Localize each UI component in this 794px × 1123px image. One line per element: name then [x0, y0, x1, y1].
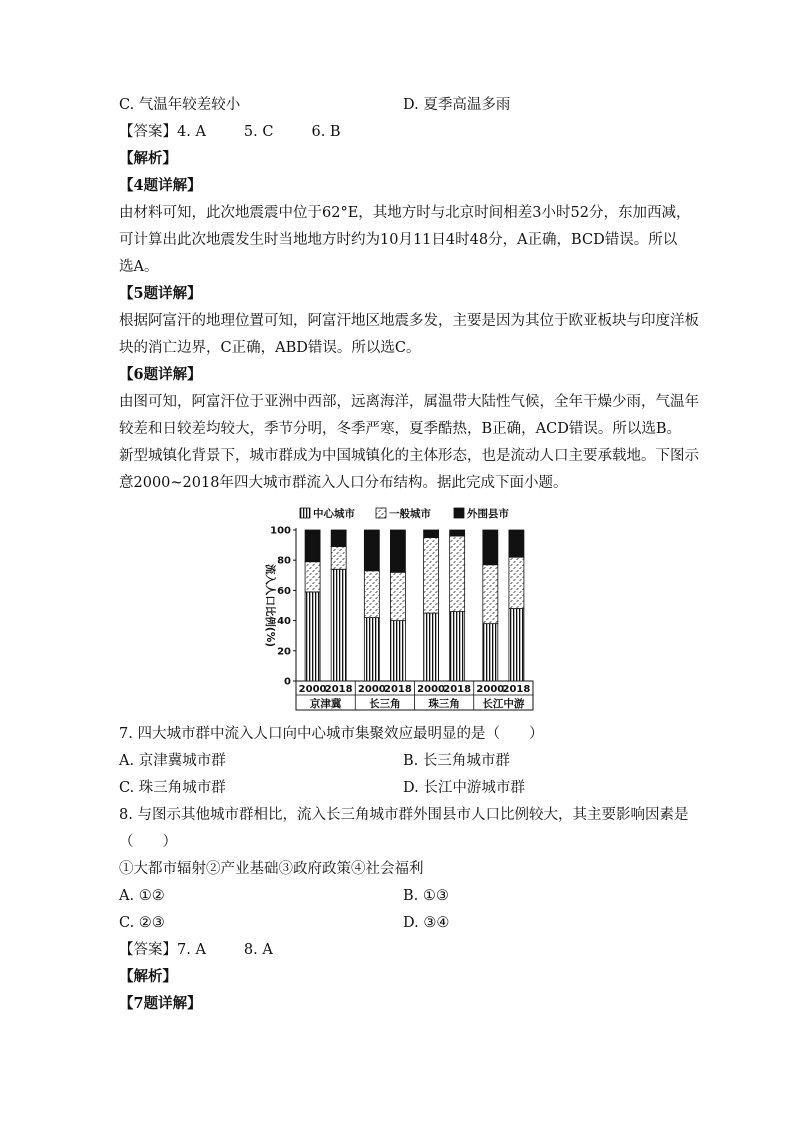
population-chart: [258, 504, 538, 714]
bar-segment-general: [424, 538, 439, 614]
chart-svg: [258, 504, 538, 714]
bar-segment-outer: [305, 530, 320, 562]
bar-segment-center: [390, 621, 405, 681]
y-tick-label: 60: [277, 585, 291, 597]
bar-segment-general: [331, 547, 346, 570]
bar-segment-center: [509, 609, 524, 681]
bar-segment-general: [450, 536, 465, 612]
category-label: 2018: [383, 684, 412, 695]
legend-label: 中心城市: [313, 508, 355, 520]
group-label: 长江中游: [482, 698, 525, 710]
category-label: 2000: [417, 684, 446, 695]
category-label: 2000: [476, 684, 505, 695]
legend-swatch: [454, 508, 464, 518]
bar-segment-center: [450, 612, 465, 681]
bar-segment-general: [364, 571, 379, 618]
bar-segment-general: [509, 557, 524, 608]
q5-text-1: 根据阿富汗的地理位置可知，阿富汗地区地震多发，主要是因为其位于欧亚板块与印度洋板: [119, 313, 699, 329]
y-axis-label: 流入人口比例(%): [264, 563, 276, 648]
legend-swatch: [376, 508, 386, 518]
intro-text-2: 意2000~2018年四大城市群流入人口分布结构。据此完成下面小题。: [119, 475, 568, 491]
group-label: 京津冀: [309, 698, 342, 710]
intro-text-1: 新型城镇化背景下，城市群成为中国城镇化的主体形态，也是流动人口主要承载地。下图示: [119, 448, 699, 464]
category-label: 2018: [324, 684, 353, 695]
category-label: 2018: [502, 684, 531, 695]
q7-option-d: D. 长江中游城市群: [403, 780, 525, 796]
category-label: 2000: [357, 684, 386, 695]
answer-label: 【答案】: [119, 124, 177, 140]
answer-line-1: [119, 122, 341, 142]
q6-heading: 【6题详解】: [119, 366, 202, 383]
bar-segment-outer: [509, 530, 524, 557]
q7-option-a: A. 京津冀城市群: [119, 753, 226, 769]
q3-option-c: C. 气温年较差较小: [119, 97, 241, 113]
answer-label: 【答案】: [119, 942, 177, 958]
bar-segment-outer: [331, 530, 346, 547]
q4-text-3: 选A。: [119, 259, 159, 275]
bar-segment-center: [424, 613, 439, 681]
bar-segment-general: [390, 572, 405, 620]
analysis-heading-2: 【解析】: [119, 968, 177, 985]
q6-text-2: 较差和日较差均较大，季节分明，冬季严寒，夏季酷热，B正确，ACD错误。所以选B。: [119, 421, 681, 437]
y-tick-label: 0: [284, 676, 291, 688]
q4-text-1: 由材料可知，此次地震震中位于62°E，其地方时与北京时间相差3小时52分，东加西减，: [119, 205, 691, 221]
chart-legend: [300, 507, 509, 520]
bar-segment-center: [331, 569, 346, 681]
answer-7: 7. A: [177, 942, 206, 958]
bar-segment-center: [305, 592, 320, 681]
q7-stem: 7. 四大城市群中流入人口向中心城市集聚效应最明显的是（ ）: [119, 726, 544, 742]
q7-option-b: B. 长三角城市群: [403, 753, 510, 769]
bar-segment-center: [364, 618, 379, 681]
y-tick-label: 40: [277, 616, 291, 628]
q8-option-c: C. ②③: [119, 915, 165, 931]
q8-option-b: B. ①③: [403, 888, 449, 904]
q7-heading: 【7题详解】: [119, 995, 202, 1012]
q7-option-c: C. 珠三角城市群: [119, 780, 226, 796]
q8-items: ①大都市辐射②产业基础③政府政策④社会福利: [119, 861, 424, 877]
bar-segment-outer: [424, 530, 439, 538]
legend-label: 外围县市: [467, 508, 509, 520]
bar-segment-general: [305, 562, 320, 592]
category-label: 2000: [298, 684, 327, 695]
q8-option-a: A. ①②: [119, 888, 165, 904]
answer-6: 6. B: [311, 124, 341, 140]
q6-text-1: 由图可知，阿富汗位于亚洲中西部，远离海洋，属温带大陆性气候，全年干燥少雨，气温年: [119, 394, 699, 410]
bar-segment-outer: [390, 530, 405, 572]
q3-option-d: D. 夏季高温多雨: [403, 97, 511, 113]
y-tick-label: 100: [270, 525, 291, 537]
y-tick-label: 80: [277, 555, 291, 567]
answer-4: 4. A: [177, 124, 206, 140]
y-tick-label: 20: [277, 646, 291, 658]
q8-stem-1: 8. 与图示其他城市群相比，流入长三角城市群外围县市人口比例较大，其主要影响因素是: [119, 807, 689, 823]
bar-segment-outer: [450, 530, 465, 536]
bar-segment-general: [483, 565, 498, 624]
bar-segment-outer: [364, 530, 379, 571]
chart-bars: [305, 530, 524, 681]
answer-line-2: [119, 940, 273, 960]
answer-5: 5. C: [243, 124, 274, 140]
category-label: 2018: [443, 684, 472, 695]
q4-text-2: 可计算出此次地震发生时当地地方时约为10月11日4时48分，A正确，BCD错误。所以: [119, 232, 678, 248]
q5-text-2: 块的消亡边界，C正确，ABD错误。所以选C。: [119, 340, 421, 356]
legend-label: 一般城市: [389, 508, 431, 520]
answer-8: 8. A: [243, 942, 273, 958]
q8-option-d: D. ③④: [403, 915, 450, 931]
bar-segment-center: [483, 624, 498, 681]
q8-stem-2: （ ）: [119, 834, 177, 850]
q5-heading: 【5题详解】: [119, 285, 202, 302]
bar-segment-outer: [483, 530, 498, 565]
analysis-heading-1: 【解析】: [119, 150, 177, 167]
q4-heading: 【4题详解】: [119, 177, 202, 194]
group-label: 长三角: [369, 698, 401, 710]
legend-swatch: [300, 508, 310, 518]
q3-option-row: [119, 95, 240, 115]
group-label: 珠三角: [428, 698, 460, 710]
